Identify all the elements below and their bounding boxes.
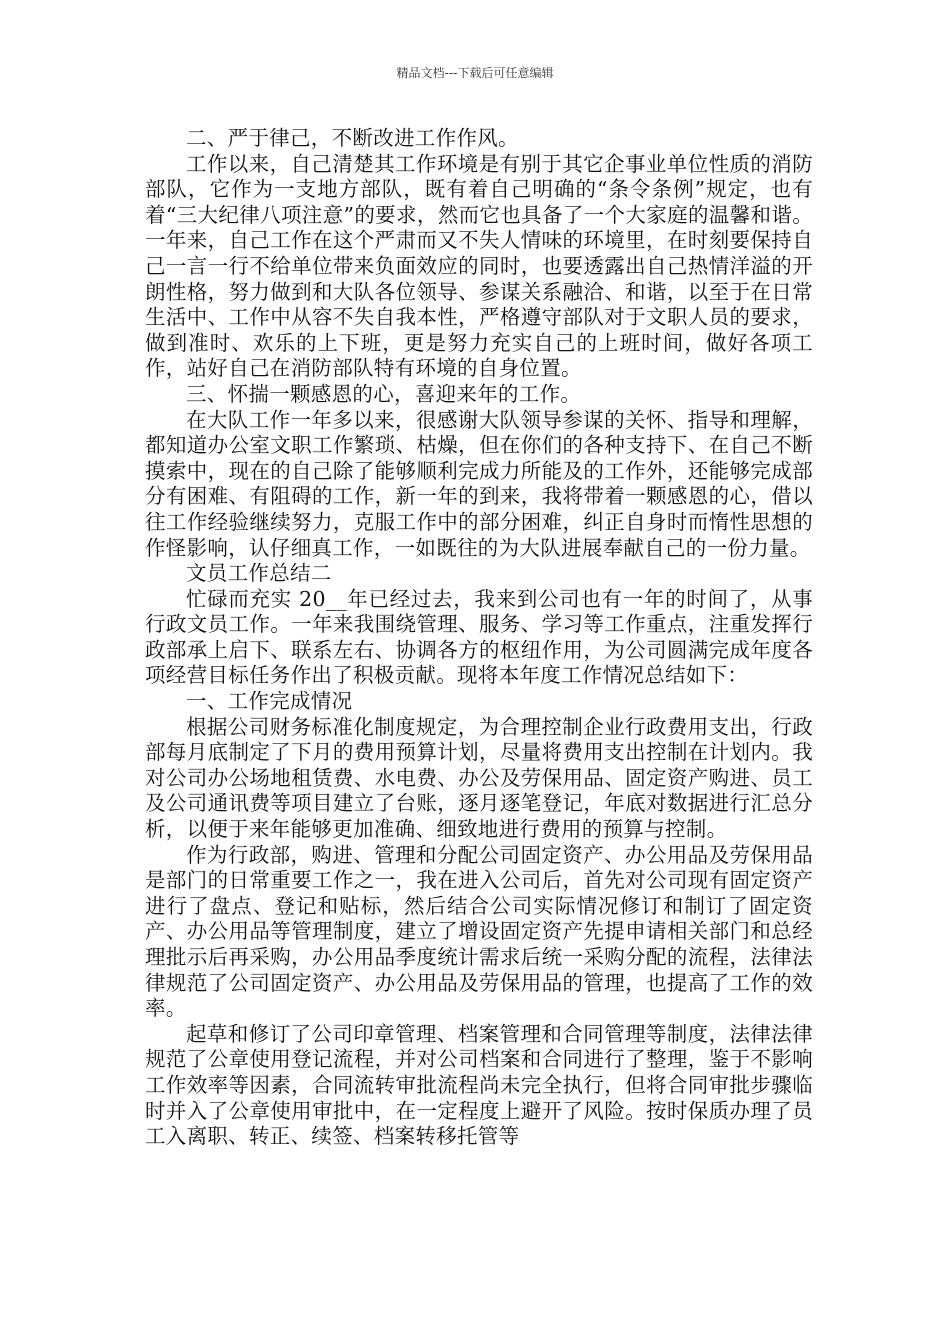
paragraph: 忙碌而充实 20__年已经过去，我来到公司也有一年的时间了，从事行政文员工作。一年来我围绕管理、服务、学习等工作重点，注重发挥行政部承上启下、联系左右、协调各方的枢纽作用，为公司圆满完成年度各项经营目标任务作出了积极贡献。现将本年度工作情况总结如下： xyxy=(145,586,813,688)
page-header: 精品文档---下载后可任意编辑 xyxy=(396,66,554,80)
paragraph: 根据公司财务标准化制度规定，为合理控制企业行政费用支出，行政部每月底制定了下月的费用预算计划，尽量将费用支出控制在计划内。我对公司办公场地租赁费、水电费、办公及劳保用品、固定资产购进、员工及公司通讯费等项目建立了台账，逐月逐笔登记，年底对数据进行汇总分析，以便于来年能够更加准确、细致地进行费用的预算与控制。 xyxy=(145,714,813,842)
paragraph: 工作以来，自己清楚其工作环境是有别于其它企事业单位性质的消防部队，它作为一支地方部队，既有着自己明确的“条令条例”规定，也有着“三大纪律八项注意”的要求，然而它也具备了一个大家庭的温馨和谐。一年来，自己工作在这个严肃而又不失人情味的环境里，在时刻要保持自己一言一行不给单位带来负面效应的同时，也要透露出自己热情洋溢的开朗性格，努力做到和大队各位领导、参谋关系融洽、和谐，以至于在日常生活中、工作中从容不失自我本性，严格遵守部队对于文职人员的要求，做到准时、欢乐的上下班，更是努力充实自己的上班时间，做好各项工作，站好自己在消防部队特有环境的自身位置。 xyxy=(145,151,813,381)
section-heading-discipline: 二、严于律己，不断改进工作作风。 xyxy=(186,126,519,150)
paragraph: 起草和修订了公司印章管理、档案管理和合同管理等制度，法律法律规范了公章使用登记流程，并对公司档案和合同进行了整理，鉴于不影响工作效率等因素，合同流转审批流程尚未完全执行，但将合同审批步骤临时并入了公章使用审批中，在一定程度上避开了风险。按时保质办理了员工入离职、转正、续签、档案转移托管等 xyxy=(145,1021,813,1149)
section-heading-work-completion: 一、工作完成情况 xyxy=(186,689,353,714)
document-body xyxy=(145,126,813,1150)
paragraph: 作为行政部，购进、管理和分配公司固定资产、办公用品及劳保用品是部门的日常重要工作之一，我在进入公司后，首先对公司现有固定资产进行了盘点、登记和贴标，然后结合公司实际情况修订和制订了固定资产、办公用品等管理制度，建立了增设固定资产先提申请相关部门和总经理批示后再采购，办公用品季度统计需求后统一采购分配的流程，法律法律规范了公司固定资产、办公用品及劳保用品的管理，也提高了工作的效率。 xyxy=(145,842,813,1021)
section-heading-gratitude: 三、怀揣一颗感恩的心，喜迎来年的工作。 xyxy=(186,381,582,406)
paragraph: 在大队工作一年多以来，很感谢大队领导参谋的关怀、指导和理解，都知道办公室文职工作繁琐、枯燥，但在你们的各种支持下、在自己不断摸索中，现在的自己除了能够顺利完成力所能及的工作外，还能够完成部分有困难、有阻碍的工作，新一年的到来，我将带着一颗感恩的心，借以往工作经验继续努力，克服工作中的部分困难，纠正自身时而惰性思想的作怪影响，认仔细真工作，一如既往的为大队进展奉献自己的一份力量。 xyxy=(145,407,813,560)
document-subtitle: 文员工作总结二 xyxy=(186,561,332,586)
